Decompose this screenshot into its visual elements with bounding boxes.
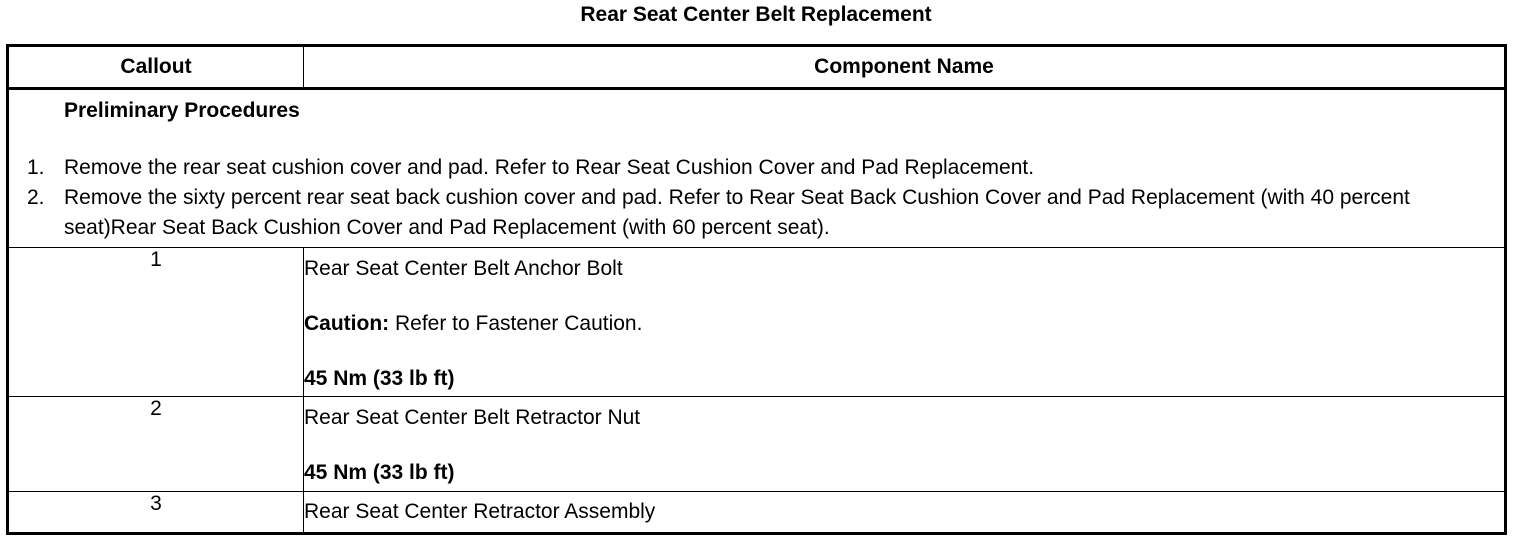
component-name: Rear Seat Center Belt Retractor Nut: [304, 406, 641, 429]
callout-number: 2: [8, 397, 304, 492]
preliminary-procedures-heading: Preliminary Procedures: [64, 99, 300, 122]
callout-number: 1: [8, 248, 304, 397]
table-row: [8, 248, 1506, 397]
caution-text: Refer to Fastener Caution.: [389, 312, 643, 335]
component-name-cell: [304, 397, 1506, 492]
step-number: 1.: [27, 156, 45, 179]
preliminary-step: [9, 153, 1499, 183]
preliminary-procedures-row: [8, 89, 1506, 248]
component-name-cell: [304, 492, 1506, 534]
table-row: [8, 492, 1506, 534]
step-number: 2.: [27, 186, 45, 209]
component-name: Rear Seat Center Retractor Assembly: [304, 500, 656, 523]
table-header-row: [8, 46, 1506, 89]
preliminary-step: [9, 183, 1499, 243]
callout-table: [6, 44, 1507, 535]
step-text: Remove the sixty percent rear seat back cushion cover and pad. Refer to Rear Seat Back Cushion Cover and Pad Replacement (with 40 percent seat)Rear Seat Back Cushion Cover and Pad Replacement (with 60 percent seat).: [64, 186, 1410, 239]
callout-number: 3: [8, 492, 304, 534]
step-text: Remove the rear seat cushion cover and pad. Refer to Rear Seat Cushion Cover and Pad Replacement.: [64, 156, 1035, 179]
component-name-column-header: Component Name: [304, 46, 1506, 89]
page-title: Rear Seat Center Belt Replacement: [580, 3, 932, 26]
preliminary-procedures-cell: [8, 89, 1506, 248]
component-name: Rear Seat Center Belt Anchor Bolt: [304, 257, 623, 280]
preliminary-steps-list: [9, 153, 1499, 243]
caution-label: Caution:: [304, 312, 390, 335]
torque-spec: 45 Nm (33 lb ft): [304, 461, 455, 484]
table-row: [8, 397, 1506, 492]
callout-column-header: Callout: [8, 46, 304, 89]
caution-note: [304, 282, 1504, 337]
torque-spec: 45 Nm (33 lb ft): [304, 367, 455, 390]
component-name-cell: [304, 248, 1506, 397]
